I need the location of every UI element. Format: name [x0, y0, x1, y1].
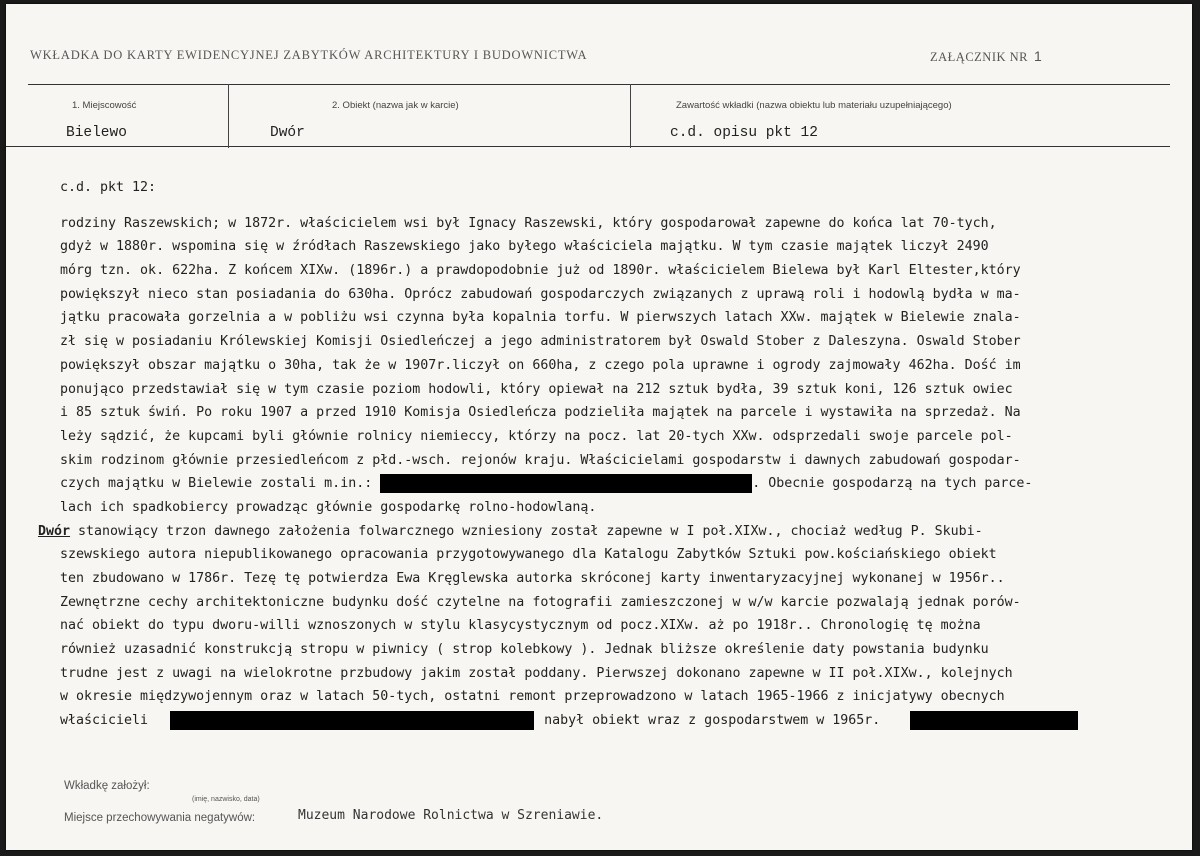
storage-value: Muzeum Narodowe Rolnictwa w Szreniawie. [298, 808, 604, 823]
header-bottom-rule [6, 146, 1170, 147]
place-label: 1. Miejscowość [72, 100, 137, 111]
body-text-span: stanowiący trzon dawnego założenia folwarcznego wzniesiony został zapewne w I poł.XIXw., chociaż według P. Skubi- [70, 523, 983, 539]
body-text-span: czych majątku w Bielewie zostali m.in.: [60, 476, 373, 492]
body-line: lach ich spadkobiercy prowadząc głównie gospodarkę rolno-hodowlaną. [60, 499, 597, 515]
header-top-rule [28, 84, 1170, 85]
body-line: nać obiekt do typu dworu-willi wznoszonych w stylu klasycystycznym od pocz.XIXw. aż po 1918r.. Chronologię tę można [60, 618, 981, 634]
body-line: jątku pracowała gorzelnia a w pobliżu wsi czynna była kopalnia torfu. W pierwszych latach XXw. majątek w Bielewie znala- [60, 310, 1021, 326]
made-by-hint: (imię, nazwisko, data) [192, 796, 260, 803]
body-line: mórg tzn. ok. 622ha. Z końcem XIXw. (1896r.) a prawdopodobnie już od 1890r. właścicielem Bielewa był Karl Eltester,który [60, 263, 1021, 279]
body-line: rodziny Raszewskich; w 1872r. właścicielem wsi był Ignacy Raszewski, który gospodarował zapewne do końca lat 70-tych, [60, 215, 997, 231]
annex-label: ZAŁĄCZNIK NR [930, 50, 1029, 64]
body-line: powiększył nieco stan posiadania do 630ha. Oprócz zabudowań gospodarczych związanych z uprawą roli i hodowlą bydła w ma- [60, 286, 1021, 302]
annex-label-group [930, 48, 1042, 65]
body-line: skim rodzinom głównie przesiedleńcom z płd.-wsch. rejonów kraju. Właścicielami gospodarstw i dawnych zabudowań gospodar- [60, 452, 1021, 468]
body-line: w okresie międzywojennym oraz w latach 50-tych, ostatni remont przeprowadzono w latach 1965-1966 z inicjatywy obecnych [60, 689, 1005, 705]
form-title: WKŁADKA DO KARTY EWIDENCYJNEJ ZABYTKÓW ARCHITEKTURY I BUDOWNICTWA [30, 48, 588, 62]
header-divider-1 [228, 84, 229, 148]
body-line: ponująco przedstawiał się w tym czasie poziom hodowli, który opiewał na 212 sztuk bydła, 39 sztuk koni, 126 sztuk owiec [60, 381, 1013, 397]
body-text-span: nabył obiekt wraz z gospodarstwem w 1965r. [544, 713, 881, 729]
body-line [60, 709, 1160, 733]
body-line: i 85 sztuk świń. Po roku 1907 a przed 1910 Komisja Osiedleńcza podzieliła majątek na parcele i wystawiła na sprzedaż. Na [60, 405, 1021, 421]
body-line: szewskiego autora niepublikowanego opracowania przygotowywanego dla Katalogu Zabytków Sztuki pow.kościańskiego obiekt [60, 547, 997, 563]
body-line [60, 472, 1160, 496]
place-value: Bielewo [66, 125, 127, 141]
contents-value: c.d. opisu pkt 12 [670, 125, 818, 141]
body-line: trudne jest z uwagi na wielokrotne przbudowy jakim został poddany. Pierwszej dokonano zapewne w II poł.XIXw., kolejnych [60, 665, 1013, 681]
section-keyword: Dwór [38, 523, 71, 539]
storage-label: Miejsce przechowywania negatywów: [64, 812, 256, 824]
object-value: Dwór [270, 125, 305, 141]
made-by-label: Wkładkę założył: [64, 780, 150, 792]
body-text-span: właścicieli [60, 713, 149, 729]
body-line: Zewnętrzne cechy architektoniczne budynku dość czytelne na fotografii zamieszczonej w w/w karcie pozwalają jednak porów- [60, 594, 1021, 610]
document-body [38, 176, 1160, 733]
body-line [38, 520, 1160, 544]
body-line: ten zbudowano w 1786r. Tezę tę potwierdza Ewa Kręglewska autorka skróconej karty inwentaryzacyjnej wykonanej w 1956r.. [60, 571, 1005, 586]
body-line: również uzasadnić konstrukcją stropu w piwnicy ( strop kolebkowy ). Jednak bliższe określenie daty powstania budynku [60, 642, 989, 658]
annex-number: 1 [1034, 48, 1043, 64]
body-text-span: . Obecnie gospodarzą na tych parce- [752, 476, 1033, 492]
body-line: gdyż w 1880r. wspomina się w źródłach Raszewskiego jako byłego właściciela majątku. W tym czasie majątek liczył 2490 [60, 239, 989, 255]
redaction-bar [170, 711, 534, 730]
redaction-bar [380, 474, 752, 493]
document-sheet [6, 4, 1192, 850]
body-heading: c.d. pkt 12: [60, 180, 157, 195]
body-line: powiększył obszar majątku o 30ha, tak że w 1907r.liczył on 660ha, z czego pola uprawne i ogrody zajmowały 462ha. Dość im [60, 357, 1021, 373]
body-line: leży sądzić, że kupcami byli głównie rolnicy niemieccy, którzy na pocz. lat 20-tych XXw. odsprzedali swoje parcele pol- [60, 428, 1013, 444]
body-line: zł się w posiadaniu Królewskiej Komisji Osiedleńczej a jego administratorem był Oswald Stober z Daleszyna. Oswald Stober [60, 334, 1021, 350]
header-divider-2 [630, 84, 631, 148]
object-label: 2. Obiekt (nazwa jak w karcie) [332, 100, 459, 111]
redaction-bar [910, 711, 1078, 730]
contents-label: Zawartość wkładki (nazwa obiektu lub materiału uzupełniającego) [676, 100, 952, 111]
